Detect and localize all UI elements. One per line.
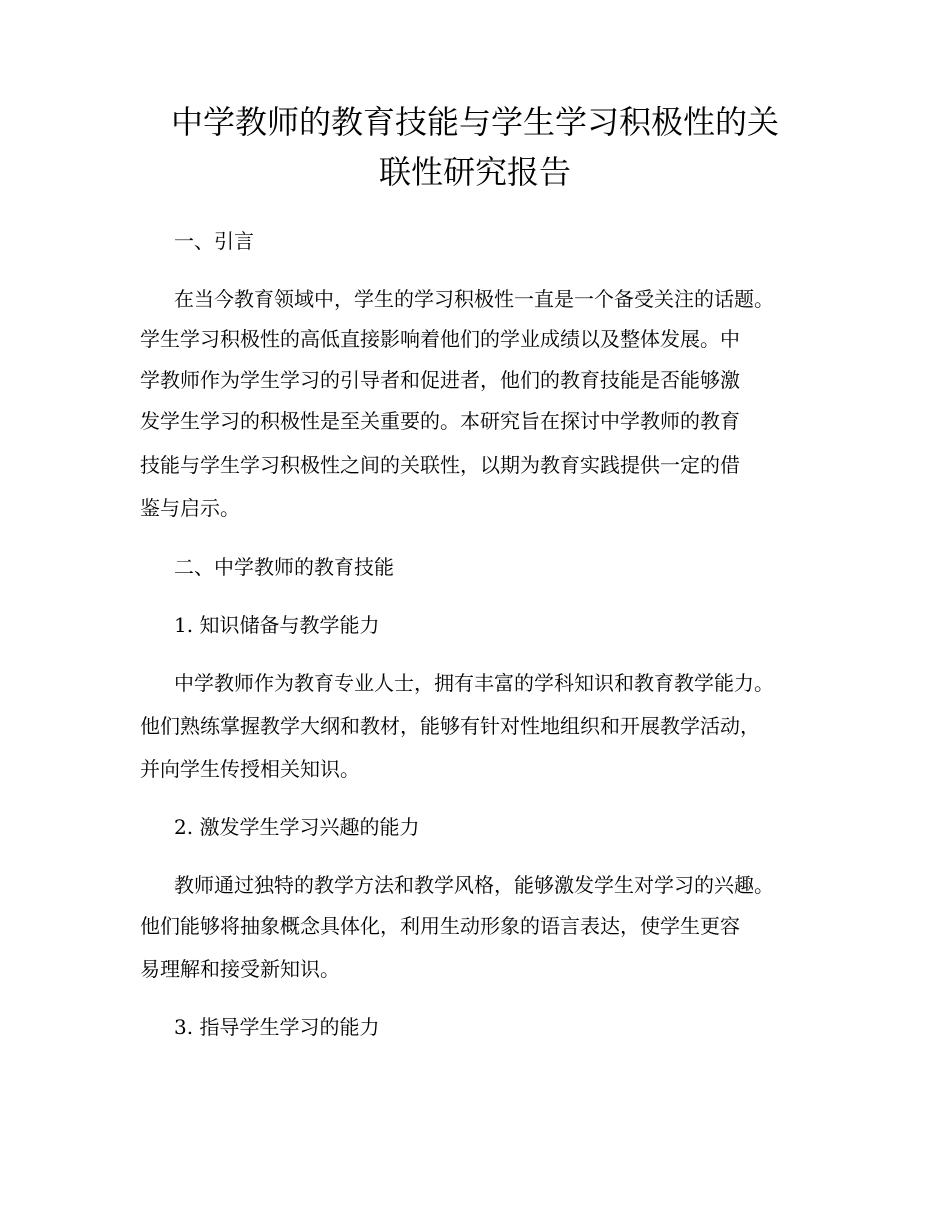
paragraph-line: 学生学习积极性的高低直接影响着他们的学业成绩以及整体发展。中 — [140, 327, 740, 351]
subsection-heading-knowledge: 1. 知识储备与教学能力 — [174, 613, 380, 637]
paragraph-line: 在当今教育领域中，学生的学习积极性一直是一个备受关注的话题。 — [174, 287, 774, 311]
paragraph-line: 他们能够将抽象概念具体化，利用生动形象的语言表达，使学生更容 — [140, 914, 740, 938]
document-title-line-1: 中学教师的教育技能与学生学习积极性的关 — [170, 103, 779, 141]
section-heading-introduction: 一、引言 — [174, 229, 254, 253]
paragraph-line: 鉴与启示。 — [140, 496, 240, 520]
paragraph-line: 学教师作为学生学习的引导者和促进者，他们的教育技能是否能够激 — [140, 368, 740, 392]
subsection-heading-guidance: 3. 指导学生学习的能力 — [174, 1015, 380, 1039]
paragraph-line: 并向学生传授相关知识。 — [140, 757, 360, 781]
section-heading-teacher-skills: 二、中学教师的教育技能 — [174, 555, 394, 579]
subsection-heading-interest: 2. 激发学生学习兴趣的能力 — [174, 815, 420, 839]
paragraph-line: 技能与学生学习积极性之间的关联性，以期为教育实践提供一定的借 — [140, 453, 740, 477]
paragraph-line: 中学教师作为教育专业人士，拥有丰富的学科知识和教育教学能力。 — [174, 671, 774, 695]
paragraph-line: 教师通过独特的教学方法和教学风格，能够激发学生对学习的兴趣。 — [174, 873, 774, 897]
document-title-line-2: 联性研究报告 — [378, 153, 571, 191]
paragraph-line: 他们熟练掌握教学大纲和教材，能够有针对性地组织和开展教学活动， — [140, 714, 760, 738]
paragraph-line: 发学生学习的积极性是至关重要的。本研究旨在探讨中学教师的教育 — [140, 409, 740, 433]
paragraph-line: 易理解和接受新知识。 — [140, 957, 340, 981]
